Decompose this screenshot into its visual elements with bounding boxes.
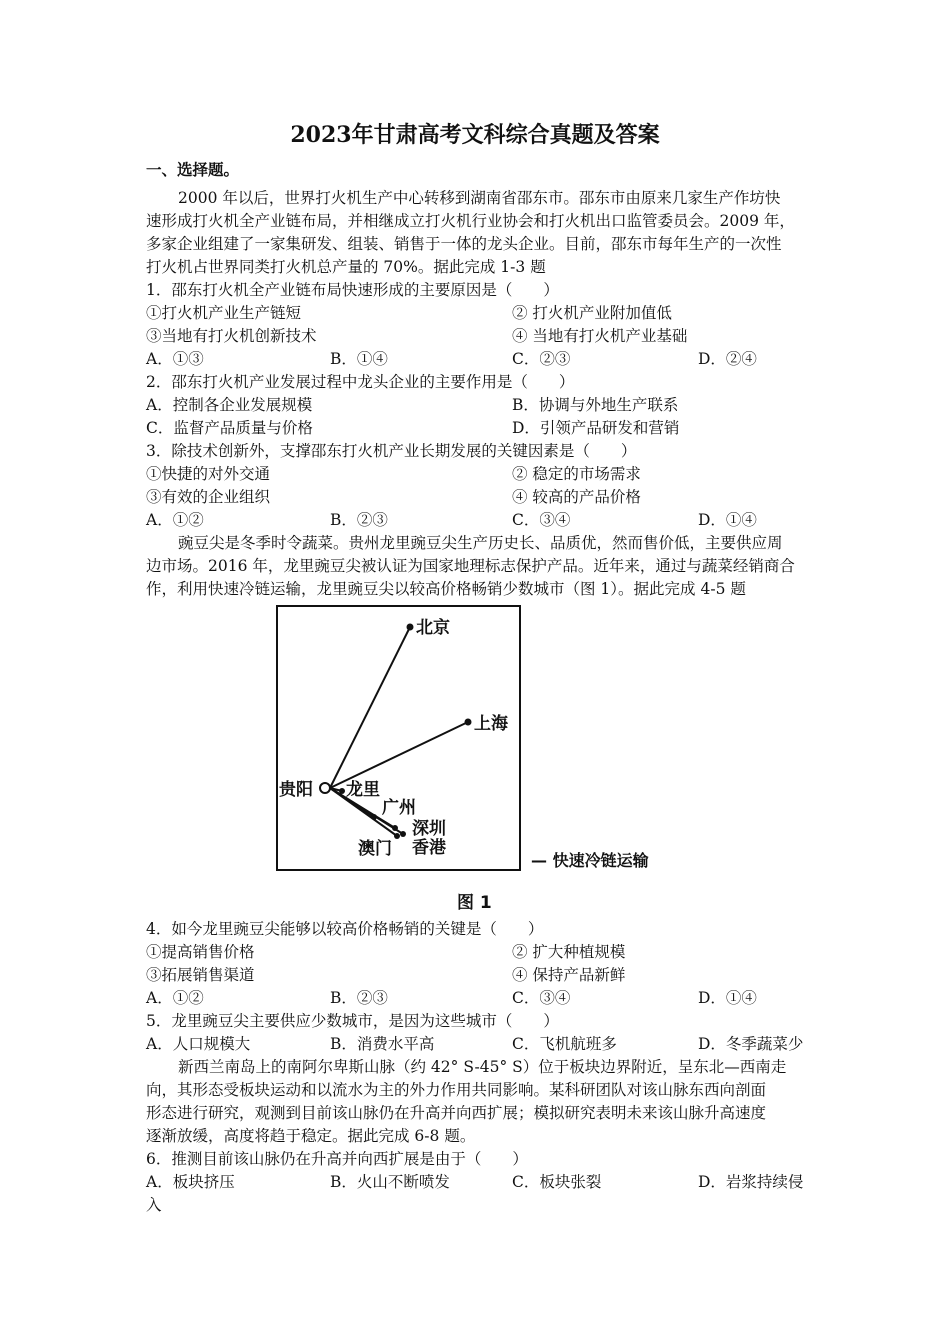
passage-line: 新西兰南岛上的南阿尔卑斯山脉（约 42° S-45° S）位于板块边界附近，呈东北—西南走 — [178, 1058, 787, 1076]
city-label-beijing: 北京 — [416, 618, 450, 638]
xianggang-marker — [400, 831, 406, 837]
passage-line: 向，其形态受板块运动和以流水为主的外力作用共同影响。某科研团队对该山脉东西向剖面 — [146, 1081, 767, 1099]
shanghai-marker — [465, 719, 472, 726]
statement-item: ①提高销售价格 — [146, 943, 255, 961]
longli-marker — [339, 788, 345, 794]
question-stem: 4．如今龙里豌豆尖能够以较高价格畅销的关键是（ ） — [146, 920, 544, 938]
answer-option: A．人口规模大 — [146, 1035, 251, 1053]
answer-option: B．消费水平高 — [330, 1035, 435, 1053]
answer-option: D．岩浆持续侵 — [698, 1173, 804, 1191]
answer-option: D．②④ — [698, 350, 757, 368]
route-shanghai — [330, 722, 468, 788]
figure-caption: 图 1 — [457, 893, 492, 913]
answer-option: C．监督产品质量与价格 — [146, 419, 313, 437]
guangzhou-marker — [371, 814, 377, 820]
map-legend: — 快速冷链运输 — [531, 851, 649, 870]
city-label-shenzhen: 深圳 — [412, 819, 446, 839]
statement-item: ② 扩大种植规模 — [512, 943, 626, 961]
answer-option-wrap: 入 — [146, 1196, 162, 1214]
question-stem: 6．推测目前该山脉仍在升高并向西扩展是由于（ ） — [146, 1150, 528, 1168]
city-label-guangzhou: 广州 — [382, 798, 416, 818]
answer-option: C．③④ — [512, 989, 571, 1007]
answer-option: B．协调与外地生产联系 — [512, 396, 679, 414]
page-title: 2023年甘肃高考文科综合真题及答案 — [290, 122, 660, 148]
aomen-marker — [394, 833, 400, 839]
passage-line: 多家企业组建了一家集研发、组装、销售于一体的龙头企业。目前，邵东市每年生产的一次性 — [146, 235, 782, 253]
statement-item: ④ 保持产品新鲜 — [512, 966, 626, 984]
city-label-shanghai: 上海 — [474, 714, 508, 734]
answer-option: A．控制各企业发展规模 — [146, 396, 313, 414]
passage-line: 速形成打火机全产业链布局，并相继成立打火机行业协会和打火机出口监管委员会。2009 年， — [146, 212, 795, 230]
answer-option: C．③④ — [512, 511, 571, 529]
question-stem: 5．龙里豌豆尖主要供应少数城市，是因为这些城市（ ） — [146, 1012, 559, 1030]
question-stem: 3．除技术创新外，支撑邵东打火机产业长期发展的关键因素是（ ） — [146, 442, 637, 460]
route-beijing — [330, 627, 410, 788]
answer-option: D．①④ — [698, 989, 757, 1007]
passage-line: 作，利用快速冷链运输，龙里豌豆尖以较高价格畅销少数城市（图 1）。据此完成 4-5 题 — [146, 580, 746, 598]
answer-option: A．①③ — [146, 350, 204, 368]
answer-option: B．①④ — [330, 350, 388, 368]
city-label-longli: 龙里 — [346, 780, 380, 800]
city-label-guiyang: 贵阳 — [279, 780, 313, 800]
answer-option: A．①② — [146, 511, 204, 529]
statement-item: ④ 当地有打火机产业基础 — [512, 327, 688, 345]
answer-option: A．①② — [146, 989, 204, 1007]
passage-line: 2000 年以后，世界打火机生产中心转移到湖南省邵东市。邵东市由原来几家生产作坊快 — [178, 189, 781, 207]
passage-line: 形态进行研究，观测到目前该山脉仍在升高并向西扩展；模拟研究表明未来该山脉升高速度 — [146, 1104, 767, 1122]
statement-item: ④ 较高的产品价格 — [512, 488, 641, 506]
statement-item: ①打火机产业生产链短 — [146, 304, 302, 322]
passage-line: 逐渐放缓，高度将趋于稳定。据此完成 6-8 题。 — [146, 1127, 476, 1145]
answer-option: C．板块张裂 — [512, 1173, 602, 1191]
statement-item: ③拓展销售渠道 — [146, 966, 255, 984]
answer-option: C．②③ — [512, 350, 571, 368]
passage-line: 豌豆尖是冬季时令蔬菜。贵州龙里豌豆尖生产历史长、品质优，然而售价低，主要供应周 — [178, 534, 783, 552]
cold-chain-map — [276, 605, 521, 871]
statement-item: ② 打火机产业附加值低 — [512, 304, 672, 322]
passage-line: 边市场。2016 年，龙里豌豆尖被认证为国家地理标志保护产品。近年来，通过与蔬菜经销商合 — [146, 557, 795, 575]
answer-option: A．板块挤压 — [146, 1173, 235, 1191]
passage-line: 打火机占世界同类打火机总产量的 70%。据此完成 1-3 题 — [146, 258, 546, 276]
statement-item: ③有效的企业组织 — [146, 488, 271, 506]
city-label-xianggang: 香港 — [412, 838, 446, 858]
question-stem: 2．邵东打火机产业发展过程中龙头企业的主要作用是（ ） — [146, 373, 575, 391]
statement-item: ①快捷的对外交通 — [146, 465, 271, 483]
statement-item: ② 稳定的市场需求 — [512, 465, 641, 483]
answer-option: B．②③ — [330, 989, 388, 1007]
answer-option: D．①④ — [698, 511, 757, 529]
statement-item: ③当地有打火机创新技术 — [146, 327, 317, 345]
answer-option: C．飞机航班多 — [512, 1035, 617, 1053]
question-stem: 1．邵东打火机全产业链布局快速形成的主要原因是（ ） — [146, 281, 559, 299]
answer-option: D．冬季蔬菜少 — [698, 1035, 804, 1053]
guiyang-marker — [320, 783, 330, 793]
answer-option: B．②③ — [330, 511, 388, 529]
city-label-aomen: 澳门 — [358, 839, 392, 859]
beijing-marker — [407, 624, 414, 631]
answer-option: B．火山不断喷发 — [330, 1173, 450, 1191]
section-heading: 一、选择题。 — [146, 160, 240, 179]
answer-option: D．引领产品研发和营销 — [512, 419, 680, 437]
shenzhen-marker — [392, 825, 398, 831]
